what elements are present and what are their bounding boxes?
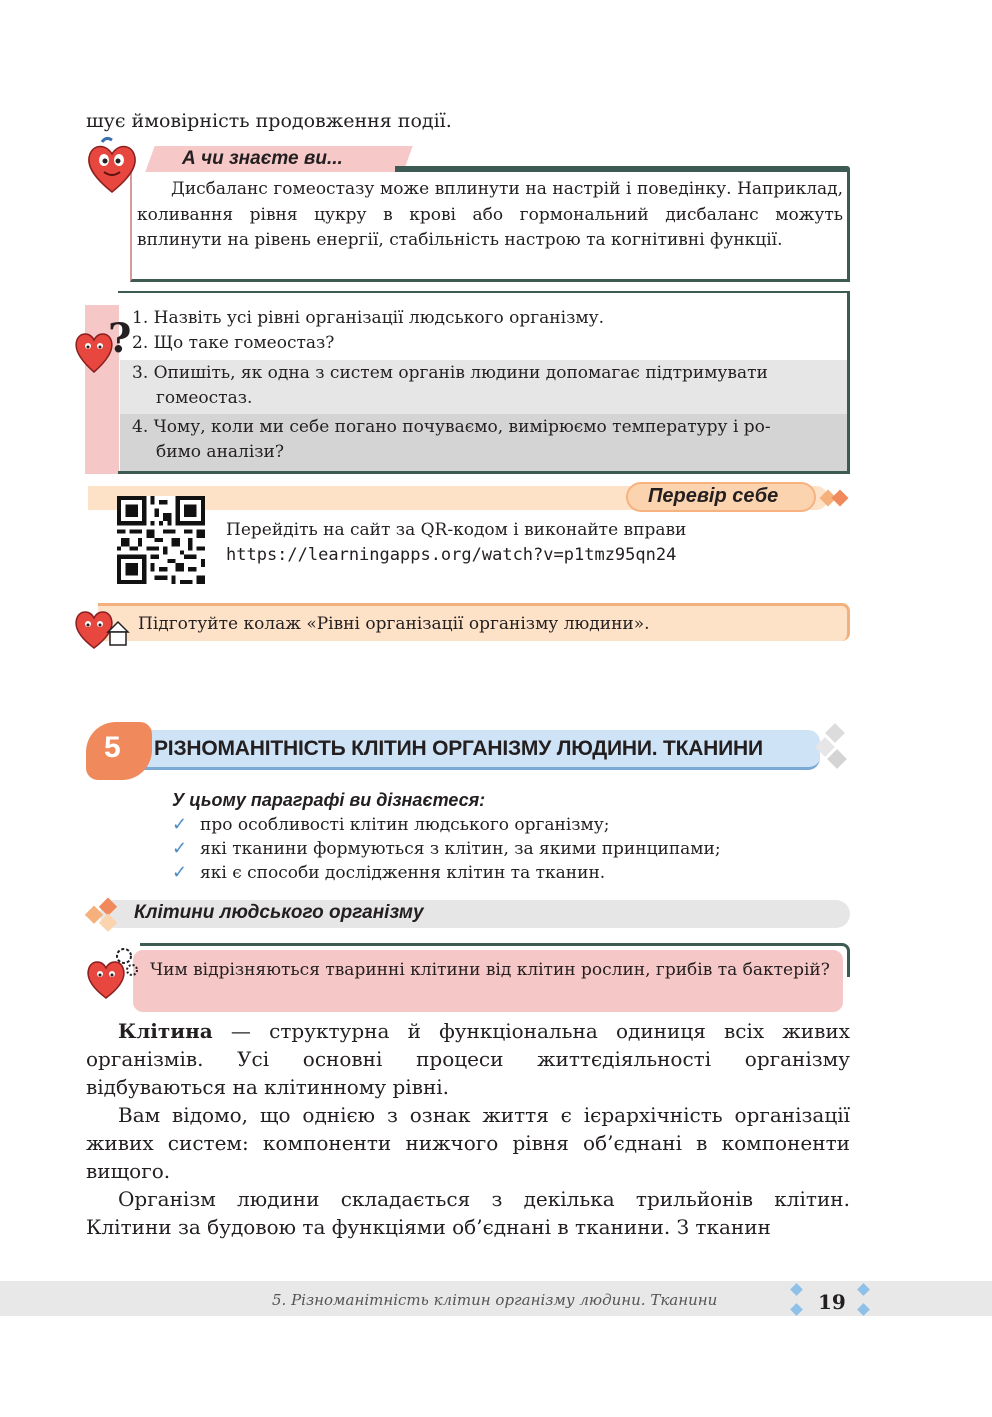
qr-code-icon[interactable] [117, 496, 205, 584]
check-icon: ✓ [172, 862, 188, 883]
question-item: 1. Назвіть усі рівні організації людського організму. [132, 308, 604, 328]
question-item: 4. Чому, коли ми себе погано почуваємо, вимірюємо температуру і ро- бимо аналізи? [132, 417, 771, 462]
gear-mascot-icon [84, 944, 144, 1000]
grey-diamonds-icon [814, 722, 854, 774]
did-you-know-text: Дисбаланс гомеостазу може вплинути на настрій і поведінку. Наприклад, коливання рівня цукру в крові або гормональний дисбаланс можуть вплинути на рівень енергії, стабільність настрою та когнітивні функції. [137, 179, 843, 250]
check-yourself-title: Перевір себе [648, 485, 779, 507]
footer-chapter-title: 5. Різноманітність клітин організму людини. Тканини [272, 1291, 718, 1309]
orange-diamonds-icon [818, 486, 852, 512]
body-paragraph: Вам відомо, що однією з ознак життя є ієрархічність організації живих систем: компоненти нижчого рівня об’єднані в компоненти вищого. [86, 1103, 850, 1183]
learn-item: ✓ які тканини формуються з клітин, за якими принципами; [172, 838, 721, 859]
check-yourself-instruction: Перейдіть на сайт за QR-кодом і виконайте вправи [226, 520, 687, 540]
section-number: 5 [104, 731, 121, 764]
learn-title: У цьому параграфі ви дізнаєтеся: [172, 790, 486, 810]
question-item: 3. Опишіть, як одна з систем органів людини допомагає підтримувати гомеостаз. [132, 363, 768, 408]
continuation-text: шує ймовірність продовження події. [86, 110, 452, 132]
page-number: 19 [818, 1290, 846, 1314]
subsection-title: Клітини людського організму [134, 902, 424, 923]
learn-item: ✓ які є способи дослідження клітин та тканин. [172, 862, 606, 883]
body-paragraph: Організм людини складається з декілька трильйонів клітин. Клітини за будовою та функціями об’єднані в тканини. З тканин [86, 1187, 850, 1239]
check-yourself-link[interactable]: https://learningapps.org/watch?v=p1tmz95qn24 [226, 545, 677, 565]
svg-text:?: ? [108, 315, 132, 362]
homework-text: Підготуйте колаж «Рівні організації організму людини». [138, 614, 650, 634]
home-mascot-icon [72, 598, 134, 650]
check-icon: ✓ [172, 838, 188, 859]
check-icon: ✓ [172, 814, 188, 835]
orange-diamonds-icon [84, 896, 128, 934]
question-item: 2. Що таке гомеостаз? [132, 333, 335, 353]
question-mascot-icon [72, 314, 134, 374]
did-you-know-title: А чи знаєте ви... [182, 148, 343, 169]
question-bubble-text: Чим відрізняються тваринні клітини від клітин рослин, грибів та бактерій? [150, 960, 830, 980]
heart-mascot-icon [84, 136, 140, 194]
section-title: РІЗНОМАНІТНІСТЬ КЛІТИН ОРГАНІЗМУ ЛЮДИНИ. ТКАНИНИ [154, 737, 763, 760]
body-paragraph: Клітина — структурна й функціональна одиниця всіх живих організмів. Усі основні процеси життєдіяльності організму відбуваються на клітинному рівні. [86, 1019, 850, 1099]
learn-item: ✓ про особливості клітин людського організму; [172, 814, 610, 835]
